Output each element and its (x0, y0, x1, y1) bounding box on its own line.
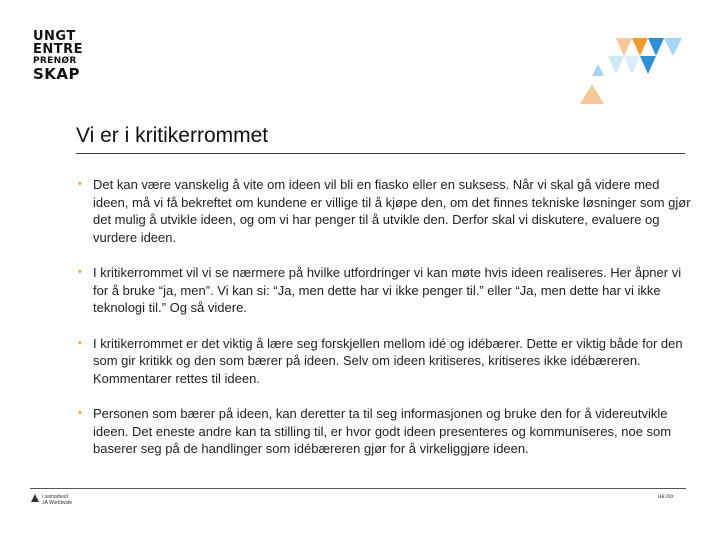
bullet-item (76, 176, 691, 246)
bullet-item (76, 335, 691, 388)
deco-triangle-pale (624, 56, 640, 74)
bullet-dot-icon: • (78, 178, 82, 190)
deco-triangle-peach (616, 38, 632, 56)
bullet-dot-icon: • (78, 266, 82, 278)
bullet-list (76, 176, 691, 476)
decorative-triangles-graphic (580, 28, 690, 108)
partner-line-2: JA Worldwide (42, 500, 73, 506)
bullet-dot-icon: • (78, 407, 82, 419)
deco-triangle-peach-bottom (580, 84, 604, 104)
logo-line-1: UNGT (33, 29, 76, 44)
bullet-text: I kritikerrommet vil vi se nærmere på hvilke utfordringer vi kan møte hvis ideen realiseres. Her åpner vi for å bruke “ja, men”. Vi kan si: “Ja, men dette har vi ikke penger til.” eller “Ja, men dette har vi ikke teknologi til.” Og så videre. (93, 265, 682, 315)
deco-triangle-orange (632, 38, 648, 56)
bullet-text: I kritikerrommet er det viktig å lære seg forskjellen mellom idé og idébærer. Dette er viktig både for den som gir kritikk og den som bærer på ideen. Selv om ideen kritiseres, kritiseres ikke idébæreren. Kommentarer rettes til ideen. (93, 335, 683, 386)
footer-url: ue.no (658, 494, 674, 500)
ja-triangle-icon (31, 494, 39, 502)
logo-line-2: ENTRE (33, 42, 84, 57)
bullet-item (76, 405, 691, 458)
bullet-item (76, 264, 691, 317)
partner-line-1: i samarbeid (42, 494, 68, 500)
bullet-text: Det kan være vanskelig å vite om ideen vil bli en fiasko eller en suksess. Når vi skal gå videre med ideen, må vi få bekreftet om kundene er villige til å kjøpe den, om det finnes tekniske løsninger som gjør det mulig å utvikle ideen, og om vi har penger til å utvikle den. Derfor skal vi diskutere, evaluere og vurdere ideen. (93, 177, 691, 245)
title-divider (76, 153, 685, 154)
deco-triangle-pale-left (608, 56, 624, 74)
deco-triangle-blue (648, 38, 664, 56)
deco-triangle-lightblue-top (664, 38, 682, 56)
bullet-dot-icon: • (78, 336, 82, 349)
footer-divider (30, 488, 686, 489)
deco-triangle-blue-lower (640, 56, 656, 74)
logo-line-3: PRENØR (33, 56, 77, 66)
slide-title: Vi er i kritikerrommet (76, 124, 269, 147)
logo-line-4: SKAP (33, 65, 81, 83)
ja-worldwide-logo (31, 494, 72, 506)
bullet-text: Personen som bærer på ideen, kan deretter ta til seg informasjonen og bruke den for å videreutvikle ideen. Det eneste andre kan ta stilling til, er hvor godt ideen presenteres og kommuniseres, noe som baserer seg på de handlinger som idébæreren gjør for å virkeliggjøre ideen. (93, 406, 672, 456)
deco-triangle-small-blue (592, 64, 604, 76)
ue-logo (33, 30, 83, 82)
